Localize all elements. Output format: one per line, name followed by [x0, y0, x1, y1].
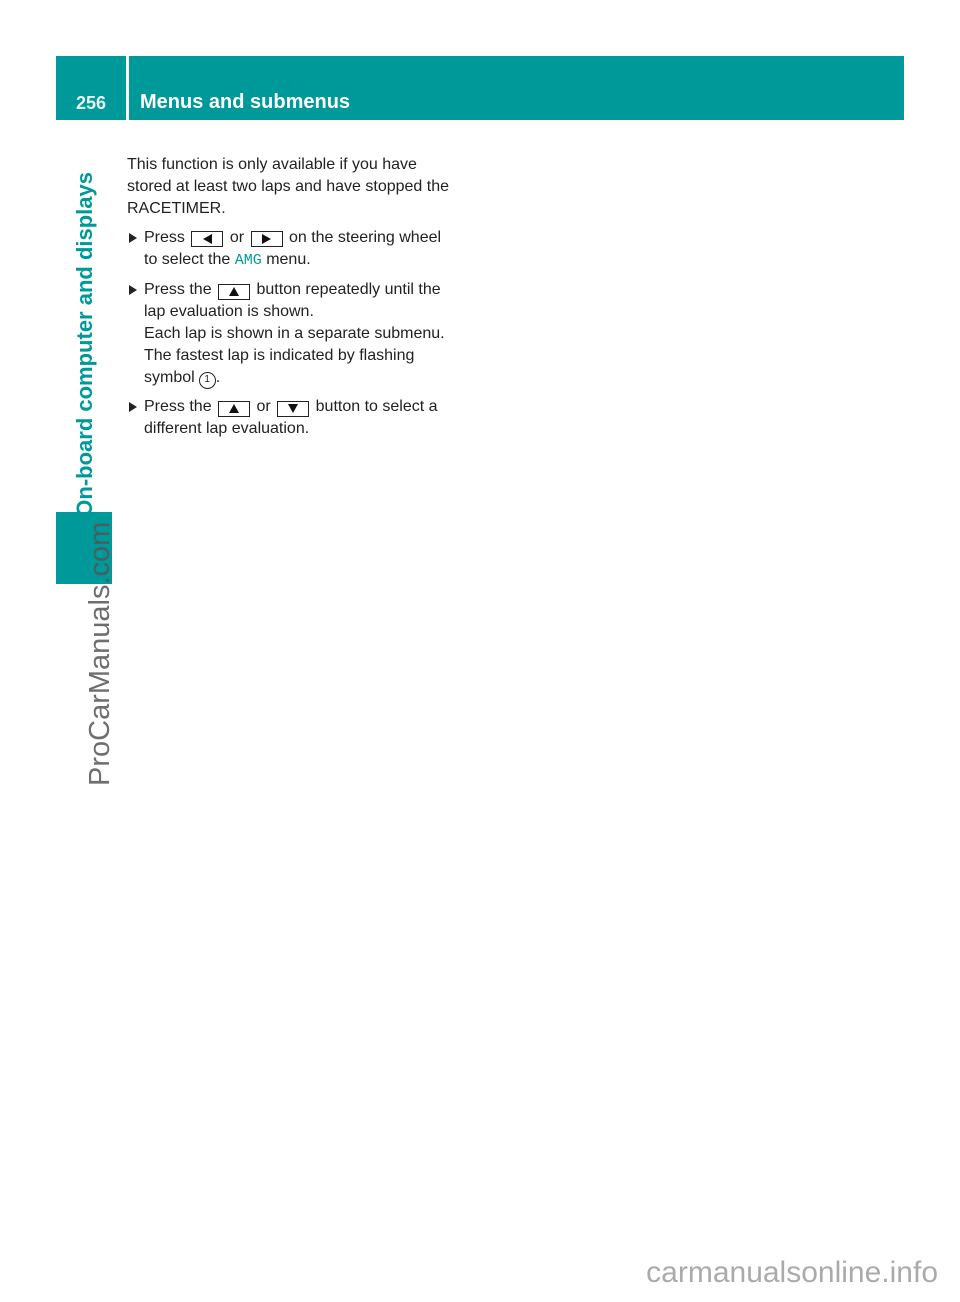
step-text: button to select a	[315, 398, 438, 415]
footer-watermark: carmanualsonline.info	[646, 1256, 938, 1289]
intro-line: This function is only available if you have	[127, 156, 417, 173]
intro-line: stored at least two laps and have stopped the	[127, 178, 449, 195]
section-title: Menus and submenus	[140, 91, 351, 113]
up-arrow-key-icon	[218, 401, 250, 417]
callout-number-icon: 1	[199, 372, 216, 389]
instruction-step-2	[127, 279, 467, 389]
left-arrow-key-icon	[191, 231, 223, 247]
step-text: Press the	[144, 398, 212, 415]
step-text: to select the	[144, 251, 231, 268]
right-arrow-key-icon	[251, 231, 283, 247]
step-text: button repeatedly until the	[256, 281, 441, 298]
step-text: symbol	[144, 369, 195, 386]
intro-paragraph	[127, 154, 467, 220]
step-text: .	[215, 369, 221, 386]
page-number: 256	[75, 93, 107, 113]
instruction-step-3	[127, 396, 467, 440]
chapter-label: On-board computer and displays	[72, 172, 97, 517]
intro-line: RACETIMER.	[127, 200, 226, 217]
header-divider	[126, 56, 129, 120]
step-arrow-icon	[129, 233, 137, 243]
side-watermark: ProCarManuals.com	[84, 521, 116, 786]
step-text: Press the	[144, 281, 212, 298]
step-text: Each lap is shown in a separate submenu.	[144, 325, 445, 342]
step-arrow-icon	[129, 402, 137, 412]
step-text: lap evaluation is shown.	[144, 303, 314, 320]
step-text: different lap evaluation.	[144, 420, 310, 437]
step-text: The fastest lap is indicated by flashing	[144, 347, 415, 364]
step-text: or	[229, 229, 245, 246]
step-text: on the steering wheel	[288, 229, 442, 246]
step-arrow-icon	[129, 285, 137, 295]
step-text: Press	[144, 229, 185, 246]
up-arrow-key-icon	[218, 284, 250, 300]
content-body	[127, 154, 467, 447]
page-header	[56, 56, 904, 120]
step-text: menu.	[266, 251, 311, 268]
down-arrow-key-icon	[277, 401, 309, 417]
instruction-step-1	[127, 227, 467, 272]
amg-menu-name: AMG	[234, 252, 262, 269]
step-text: or	[256, 398, 271, 415]
